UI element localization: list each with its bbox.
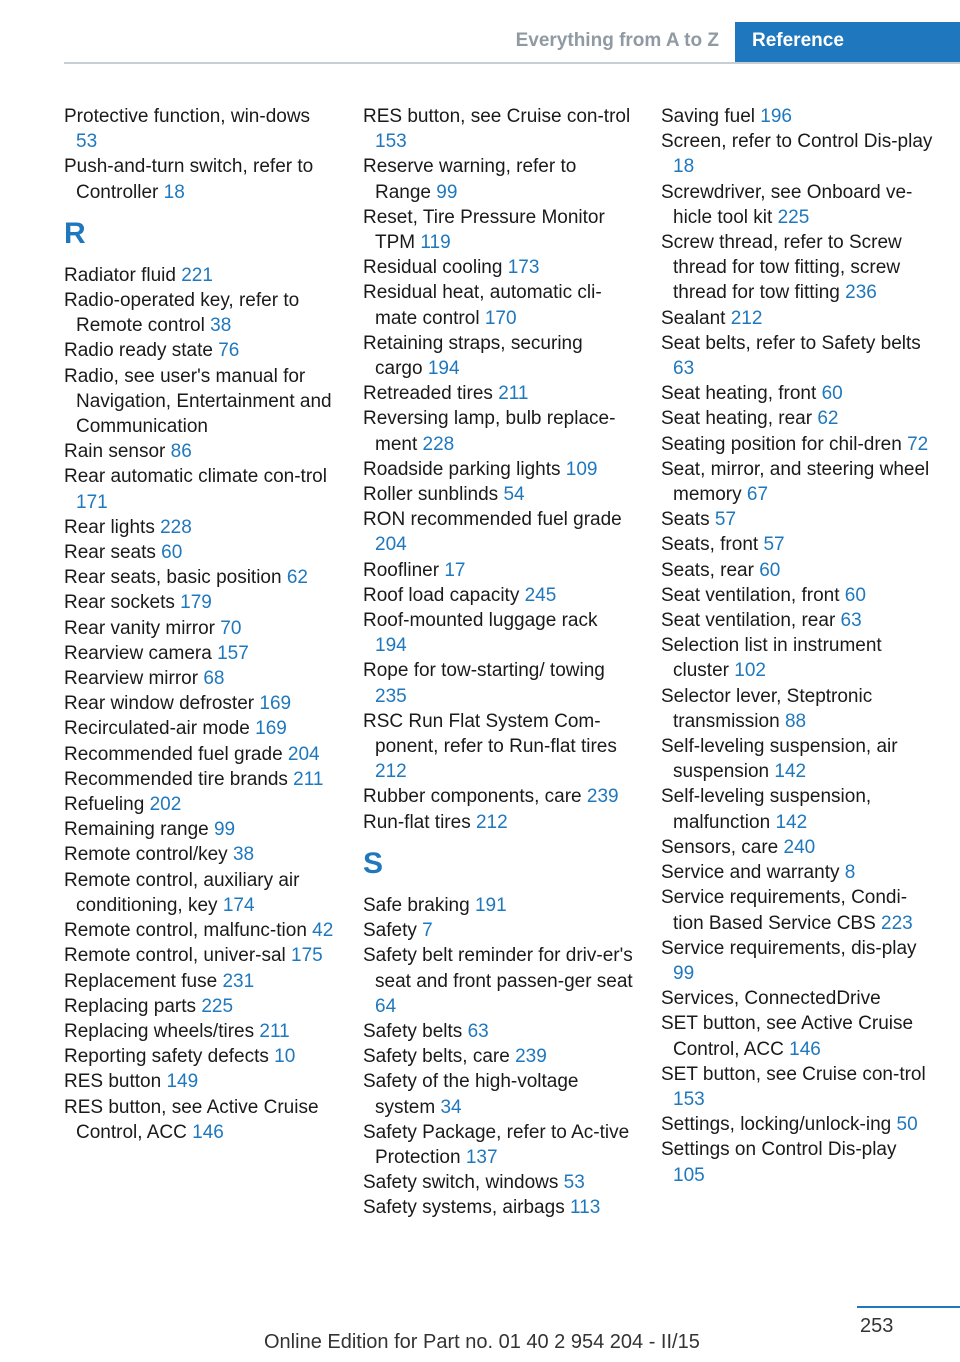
page-reference-link[interactable]: 204 [375,534,407,556]
index-entry-text: Radio-operated key, refer to Remote control [64,290,300,337]
index-entry [363,943,633,1019]
index-entry [661,860,933,885]
page-reference-link[interactable]: 211 [498,383,529,405]
index-entry [363,280,633,330]
page-reference-link[interactable]: 57 [714,509,737,531]
index-entry [661,306,933,331]
index-entry [363,558,633,583]
index-entry-text: Protective function, win‐dows [64,106,311,127]
index-entry-text: Rear sockets [64,592,175,614]
index-entry [64,590,336,615]
page-reference-link[interactable]: 212 [475,811,508,833]
index-entry [64,742,336,767]
index-entry-text: Seat belts, refer to Safety belts [661,332,921,354]
index-entry [363,709,633,785]
index-entry [64,716,336,741]
page-reference-link[interactable]: 60 [161,542,183,564]
index-entry-text: Reset, Tire Pressure Monitor TPM [363,206,605,254]
index-entry [363,381,633,406]
page-reference-link[interactable]: 53 [563,1172,585,1194]
index-entry [363,1120,633,1170]
index-entry [64,464,336,514]
index-entry [661,1137,933,1187]
index-entry [64,616,336,641]
index-entry-text: Rear lights [64,516,155,538]
header-divider [64,62,960,64]
index-entry [661,1112,933,1137]
index-entry-text: Refueling [64,794,145,816]
index-entry [64,1044,336,1069]
index-entry [363,1019,633,1044]
index-entry [64,792,336,817]
page-reference-link[interactable]: 72 [907,433,929,455]
index-entry-text: Service requirements, dis‐play [661,937,917,959]
page-reference-link[interactable]: 175 [291,945,323,967]
index-entry-text: Self-leveling suspension, malfunction [661,786,872,833]
index-entry-text: RES button, see Active Cruise Control, ACC [64,1096,319,1143]
chapter-tab: Reference [735,22,960,62]
index-entry [363,331,633,381]
index-entry-text: Selection list in instrument cluster [661,635,882,682]
index-entry-text: Replacing wheels/tires [64,1020,255,1042]
page-reference-link[interactable]: 137 [465,1146,498,1168]
page-reference-link[interactable]: 204 [287,743,320,765]
index-entry-text: Sensors, care [661,836,779,858]
index-entry [661,1062,933,1112]
index-entry [64,842,336,867]
index-entry [363,658,633,708]
index-entry [661,129,933,179]
page-reference-link[interactable]: 50 [896,1114,918,1136]
index-entry [64,338,336,363]
index-entry [363,507,633,557]
index-entry-text: Rear vanity mirror [64,617,215,639]
index-entry [661,684,933,734]
index-entry [363,1170,633,1195]
index-entry-text: Roof load capacity [363,584,520,606]
index-entry-text: Settings on Control Dis‐play [661,1139,897,1161]
index-entry-text: Seat heating, front [661,383,817,405]
page-reference-link[interactable]: 196 [760,106,792,127]
index-entry-text: Remaining range [64,819,209,841]
page-reference-link[interactable]: 153 [673,1088,705,1110]
index-entry-text: Push-and-turn switch, refer to Controller [64,156,314,203]
page-reference-link[interactable]: 53 [76,131,98,153]
page-reference-link[interactable]: 34 [440,1096,462,1118]
index-entry [64,868,336,918]
page-reference-link[interactable]: 169 [255,718,287,740]
index-entry-text: Safety belts [363,1020,463,1042]
index-entry [661,633,933,683]
index-entry-text: SET button, see Cruise con‐trol [661,1063,926,1085]
index-entry-text: Rain sensor [64,441,166,463]
index-entry-text: Services, ConnectedDrive [661,988,881,1010]
index-entry-text: Seat heating, rear [661,408,813,430]
index-entry [64,918,336,943]
index-entry-text: Remote control/key [64,844,228,866]
page-reference-link[interactable]: 211 [293,768,324,790]
index-entry [363,608,633,658]
index-entry-text: Rope for tow-starting/ towing [363,660,605,682]
index-entry [64,691,336,716]
page-reference-link[interactable]: 18 [673,156,695,178]
index-entry [363,810,633,835]
index-entry-text: Safety belts, care [363,1046,510,1068]
index-entry [363,583,633,608]
page-reference-link[interactable]: 245 [524,584,557,606]
page-reference-link[interactable]: 67 [746,484,769,506]
index-entry [661,230,933,306]
index-entry-text: Screwdriver, see Onboard ve‐hicle tool kit [661,181,913,228]
page-reference-link[interactable]: 10 [274,1046,296,1068]
index-entry [363,784,633,809]
page-reference-link[interactable]: 99 [673,962,695,984]
page-reference-link[interactable]: 17 [444,559,466,581]
page-reference-link[interactable]: 225 [201,995,234,1017]
index-entry [661,835,933,860]
page-reference-link[interactable]: 211 [259,1020,290,1042]
index-entry-text: Settings, locking/unlock‐ing [661,1114,892,1136]
index-entry-text: Safety belt reminder for driv‐er's seat and front passen‐ger seat [363,945,633,992]
page-reference-link[interactable]: 63 [467,1020,489,1042]
index-entry-text: Saving fuel [661,106,756,127]
index-entry [64,1069,336,1094]
index-entry [64,666,336,691]
page-reference-link[interactable]: 202 [149,794,182,816]
index-entry [64,439,336,464]
page-reference-link[interactable]: 235 [375,685,407,707]
index-entry [661,331,933,381]
index-column-2 [363,104,633,1221]
index-entry-text: Self-leveling suspension, air suspension [661,736,898,783]
page-reference-link[interactable]: 60 [844,584,866,606]
index-entry-text: Radio ready state [64,340,213,362]
index-entry-text: Replacement fuse [64,970,218,992]
index-entry [363,1069,633,1119]
index-entry [64,994,336,1019]
index-entry-text: Reporting safety defects [64,1046,269,1068]
index-entry-text: Run-flat tires [363,811,471,833]
index-entry-text: Sealant [661,307,726,329]
page-reference-link[interactable]: 8 [844,862,856,884]
page-reference-link[interactable]: 105 [673,1164,705,1186]
page-reference-link[interactable]: 228 [160,516,192,538]
index-entry-text: Seat ventilation, rear [661,610,836,632]
index-entry-text: Residual cooling [363,257,503,279]
index-entry [64,364,336,440]
index-entry-text: Safety [363,920,417,942]
index-entry-text: Service and warranty [661,862,840,884]
index-entry [661,986,933,1011]
page-reference-link[interactable]: 68 [203,668,225,690]
index-entry [661,1011,933,1061]
page-reference-link[interactable]: 76 [218,340,240,362]
page-reference-link[interactable]: 119 [420,232,451,254]
index-entry-text: Radiator fluid [64,264,176,286]
page-reference-link[interactable]: 236 [845,282,877,304]
page-reference-link[interactable]: 18 [163,181,185,203]
page-reference-link[interactable]: 99 [436,181,458,203]
index-entry-text: Roadside parking lights [363,458,561,480]
index-entry [363,1195,633,1220]
page-reference-link[interactable]: 142 [774,761,807,783]
index-entry-text: Seating position for chil‐dren [661,433,902,455]
index-entry [64,817,336,842]
index-entry-text: RSC Run Flat System Com‐ponent, refer to Run-flat tires [363,710,617,758]
index-entry [661,558,933,583]
page-reference-link[interactable]: 142 [775,811,808,833]
index-entry-text: Rear seats, basic position [64,567,282,589]
index-entry-text: Rear window defroster [64,693,255,715]
page-reference-link[interactable]: 60 [821,383,843,405]
index-entry-text: Seats [661,509,710,531]
edition-note: Online Edition for Part no. 01 40 2 954 204 - II/15 [264,1331,700,1353]
index-entry-text: RON recommended fuel grade [363,509,622,531]
index-entry-text: Recommended tire brands [64,768,288,790]
section-title: Everything from A to Z [515,30,719,51]
page-reference-link[interactable]: 174 [222,894,255,916]
index-entry-text: Roof-mounted luggage rack [363,610,598,632]
index-entry-text: Remote control, univer‐sal [64,945,286,967]
index-entry [363,255,633,280]
page-reference-link[interactable]: 62 [286,567,308,589]
page-reference-link[interactable]: 64 [375,995,397,1017]
index-entry [64,943,336,968]
index-entry [661,784,933,834]
index-entry [363,457,633,482]
page-reference-link[interactable]: 146 [789,1038,821,1060]
index-entry [363,482,633,507]
page-reference-link[interactable]: 171 [76,491,108,513]
index-entry [363,918,633,943]
page-reference-link[interactable]: 225 [777,206,810,228]
index-entry-text: Safety of the high-voltage system [363,1071,579,1118]
index-entry-text: Seats, rear [661,559,754,581]
index-entry-text: Recommended fuel grade [64,743,283,765]
index-entry-text: Residual heat, automatic cli‐mate control [363,282,602,329]
page-reference-link[interactable]: 86 [170,441,192,463]
page-reference-link[interactable]: 221 [181,264,213,286]
index-entry-text: Retaining straps, securing cargo [363,332,583,380]
page-number: 253 [860,1315,894,1337]
page-reference-link[interactable]: 54 [503,484,525,506]
index-entry [661,583,933,608]
header-tabs [516,22,960,62]
page-reference-link[interactable]: 60 [759,559,781,581]
index-entry-text: Replacing parts [64,995,197,1017]
page-reference-link[interactable]: 113 [569,1197,601,1219]
index-entry-text: Rear seats [64,542,156,564]
index-entry [661,104,933,129]
index-entry-text: Rearview camera [64,642,212,664]
page-reference-link[interactable]: 88 [784,710,807,732]
index-entry [64,1095,336,1145]
page-reference-link[interactable]: 153 [375,131,407,153]
index-entry [661,381,933,406]
index-entry [661,532,933,557]
page-reference-link[interactable]: 157 [217,642,249,664]
index-entry-text: Reserve warning, refer to Range [363,156,577,203]
page-reference-link[interactable]: 239 [515,1046,547,1068]
index-entry [363,154,633,204]
index-entry-text: Roller sunblinds [363,484,499,506]
footer-divider [857,1306,960,1308]
index-entry-text: Safety systems, airbags [363,1197,565,1219]
index-entry [64,969,336,994]
index-column-1 [64,104,336,1145]
index-column-3 [661,104,933,1188]
page-reference-link[interactable]: 38 [232,844,255,866]
page-reference-link[interactable]: 42 [312,920,334,942]
index-letter-heading: S [363,846,384,880]
index-entry [363,1044,633,1069]
index-entry [661,432,933,457]
page-reference-link[interactable]: 70 [220,617,242,639]
index-entry-text: RES button [64,1071,162,1093]
index-entry [363,406,633,456]
index-entry-text: Safety switch, windows [363,1172,559,1194]
page-reference-link[interactable]: 170 [484,307,517,329]
page-reference-link[interactable]: 169 [259,693,292,715]
index-entry [64,515,336,540]
page-reference-link[interactable]: 38 [210,315,232,337]
page-reference-link[interactable]: 63 [673,358,695,380]
index-entry-text: Reversing lamp, bulb replace‐ment [363,408,616,455]
index-entry-text: Rearview mirror [64,668,199,690]
page-reference-link[interactable]: 102 [734,660,766,682]
index-entry [661,734,933,784]
page-reference-link[interactable]: 109 [565,458,598,480]
index-letter-heading: R [64,216,86,250]
index-entry-text: Safety Package, refer to Ac‐tive Protection [363,1121,630,1168]
index-entry-text: Roofliner [363,559,440,581]
index-entry-text: Safe braking [363,894,470,916]
index-entry [661,936,933,986]
index-entry [64,540,336,565]
index-entry [64,154,336,204]
page-reference-link[interactable]: 99 [213,819,236,841]
page-reference-link[interactable]: 223 [881,912,913,934]
index-entry-text: Seat, mirror, and steering wheel memory [661,458,930,506]
page-reference-link[interactable]: 194 [375,635,407,657]
index-entry-text: SET button, see Active Cruise Control, ACC [661,1013,914,1060]
index-entry [64,641,336,666]
index-entry [64,565,336,590]
index-entry-text: Rear automatic climate con‐trol [64,466,327,488]
index-entry [363,893,633,918]
page-reference-link[interactable]: 7 [422,920,433,942]
index-entry [661,608,933,633]
page-reference-link[interactable]: 231 [222,970,255,992]
index-entry [661,180,933,230]
page-reference-link[interactable]: 228 [422,433,455,455]
page-reference-link[interactable]: 191 [474,894,507,916]
index-entry-text: Seat ventilation, front [661,584,840,606]
index-entry-text: Recirculated-air mode [64,718,250,740]
index-entry-text: Selector lever, Steptronic transmission [661,685,873,732]
page-reference-link[interactable]: 194 [427,358,460,380]
index-entry [64,104,336,154]
page-reference-link[interactable]: 63 [840,610,862,632]
index-entry [64,767,336,792]
page-reference-link[interactable]: 212 [375,761,407,783]
page-reference-link[interactable]: 239 [586,786,619,808]
index-entry-text: Screw thread, refer to Screw thread for tow fitting, screw thread for tow fitting [661,232,902,304]
page-reference-link[interactable]: 212 [730,307,763,329]
index-entry-text: Rubber components, care [363,786,582,808]
index-entry [661,457,933,507]
page-reference-link[interactable]: 149 [166,1071,199,1093]
page-reference-link[interactable]: 173 [507,257,540,279]
index-entry-text: Retreaded tires [363,383,493,405]
index-entry-text: Remote control, malfunc‐tion [64,920,307,942]
index-entry [64,288,336,338]
index-entry [661,406,933,431]
index-entry [661,885,933,935]
index-entry-text: Remote control, auxiliary air conditioning, key [64,869,300,916]
page-reference-link[interactable]: 57 [763,534,785,556]
index-entry [64,263,336,288]
page-reference-link[interactable]: 62 [817,408,839,430]
index-entry-text: RES button, see Cruise con‐trol [363,106,631,127]
index-entry [64,1019,336,1044]
index-entry [661,507,933,532]
index-entry [363,104,633,154]
index-entry-text: Radio, see user's manual for Navigation, Entertainment and Communication [64,365,332,438]
page-reference-link[interactable]: 146 [192,1121,224,1143]
index-entry-text: Service requirements, Condi‐tion Based Service CBS [661,887,908,934]
page-reference-link[interactable]: 240 [783,836,816,858]
index-entry [363,205,633,255]
page-reference-link[interactable]: 179 [180,592,212,614]
index-entry-text: Screen, refer to Control Dis‐play [661,131,933,153]
index-entry-text: Seats, front [661,534,759,556]
